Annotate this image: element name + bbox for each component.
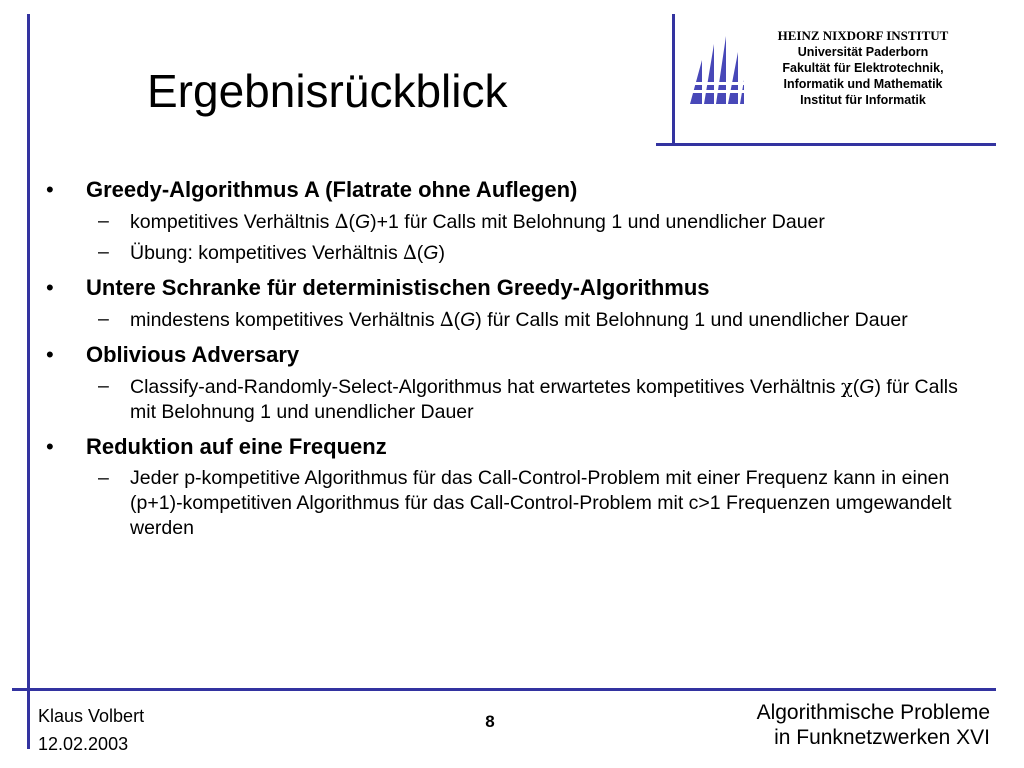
subbullet-reduction-detail bbox=[40, 466, 970, 541]
slide-content bbox=[40, 176, 970, 541]
chi-symbol: χ bbox=[840, 375, 853, 398]
author-name: Klaus Volbert bbox=[38, 706, 145, 726]
bullet-text: Oblivious Adversary bbox=[86, 342, 300, 367]
hni-logo-icon bbox=[686, 30, 746, 110]
bullet-text: Reduktion auf eine Frequenz bbox=[86, 434, 387, 459]
header-horizontal-rule bbox=[656, 143, 996, 146]
delta-symbol: ∆ bbox=[334, 210, 349, 233]
institute-name: HEINZ NIXDORF INSTITUT bbox=[777, 28, 949, 43]
bullet-text: Untere Schranke für deterministischen Greedy-Algorithmus bbox=[86, 275, 710, 300]
course-title-line-1: Algorithmische Probleme bbox=[756, 701, 990, 724]
graph-variable: G bbox=[460, 309, 476, 331]
subbullet-text: Jeder p-kompetitive Algorithmus für das Call-Control-Problem mit einer Frequenz kann in einen (p+1)-kompetitiven Algorithmus für das Call-Control-Problem mit c>1 Frequenzen umgewandelt werden bbox=[130, 467, 952, 539]
presentation-date: 12.02.2003 bbox=[38, 734, 129, 754]
footer-horizontal-rule bbox=[12, 688, 996, 691]
faculty-line-2: Informatik und Mathematik bbox=[783, 77, 943, 91]
subbullet-text-post: )+1 für Calls mit Belohnung 1 und unendlicher Dauer bbox=[370, 211, 825, 233]
paren-open: ( bbox=[416, 242, 424, 264]
subbullet-text-post: ) bbox=[438, 242, 445, 264]
delta-symbol: ∆ bbox=[439, 308, 454, 331]
subbullet-text-post: ) für Calls mit Belohnung 1 und unendlicher Dauer bbox=[475, 309, 908, 331]
dash-marker: – bbox=[98, 308, 109, 330]
bullet-oblivious-adversary bbox=[40, 341, 970, 369]
institute-info bbox=[752, 28, 974, 108]
page-number: 8 bbox=[485, 712, 495, 731]
subbullet-minimum-ratio bbox=[40, 307, 970, 333]
logo-vertical-rule bbox=[672, 14, 675, 144]
subbullet-exercise bbox=[40, 240, 970, 266]
bullet-lower-bound bbox=[40, 274, 970, 302]
subbullet-text-pre: kompetitives Verhältnis bbox=[130, 211, 335, 233]
subbullet-text-pre: mindestens kompetitives Verhältnis bbox=[130, 309, 440, 331]
footer-author-date bbox=[38, 702, 144, 758]
bullet-marker: • bbox=[46, 434, 54, 459]
faculty-line-1: Fakultät für Elektrotechnik, bbox=[782, 61, 944, 75]
dash-marker: – bbox=[98, 241, 109, 263]
subbullet-text-pre: Übung: kompetitives Verhältnis bbox=[130, 242, 404, 264]
bullet-text: Greedy-Algorithmus A (Flatrate ohne Auflegen) bbox=[86, 177, 578, 202]
subbullet-text-pre: Classify-and-Randomly-Select-Algorithmus hat erwartetes kompetitives Verhältnis bbox=[130, 376, 841, 398]
subbullet-text-post: ) für Calls mit Belohnung 1 und unendlicher Dauer bbox=[130, 376, 958, 423]
paren-open: ( bbox=[348, 211, 355, 233]
bullet-frequency-reduction bbox=[40, 433, 970, 461]
slide-title: Ergebnisrückblick bbox=[147, 65, 508, 117]
dash-marker: – bbox=[98, 210, 109, 232]
paren-open: ( bbox=[453, 309, 461, 331]
graph-variable: G bbox=[423, 242, 439, 264]
bullet-marker: • bbox=[46, 177, 54, 202]
footer-course-title bbox=[757, 700, 990, 750]
graph-variable: G bbox=[859, 376, 875, 398]
graph-variable: G bbox=[354, 211, 371, 233]
bullet-marker: • bbox=[46, 342, 54, 367]
delta-symbol: ∆ bbox=[403, 241, 417, 264]
paren-open: ( bbox=[852, 376, 860, 398]
bullet-marker: • bbox=[46, 275, 54, 300]
dash-marker: – bbox=[98, 375, 109, 397]
dash-marker: – bbox=[98, 467, 109, 489]
subbullet-classify-select bbox=[40, 374, 970, 425]
left-vertical-rule bbox=[27, 14, 30, 749]
department-name: Institut für Informatik bbox=[800, 93, 926, 107]
subbullet-competitive-ratio bbox=[40, 209, 970, 235]
bullet-greedy-algorithm bbox=[40, 176, 970, 204]
course-title-line-2: in Funknetzwerken XVI bbox=[774, 726, 990, 749]
university-name: Universität Paderborn bbox=[797, 45, 929, 59]
